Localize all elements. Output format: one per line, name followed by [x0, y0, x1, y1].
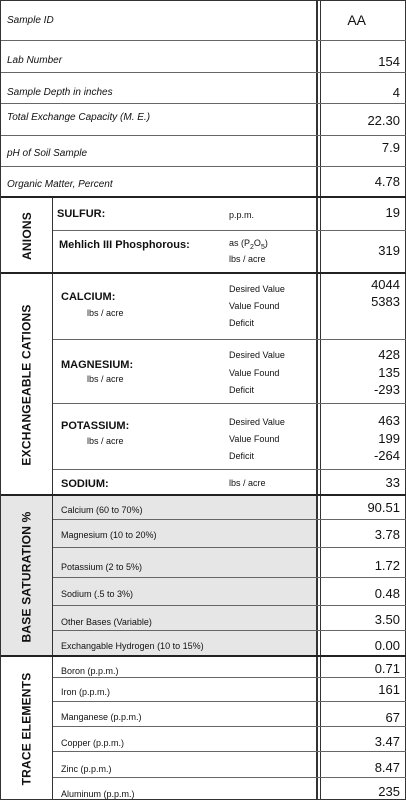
calcium-desired-label: Desired Value [229, 284, 285, 294]
sample-id-label: Sample ID [7, 15, 54, 26]
sample-depth-label: Sample Depth in inches [7, 87, 113, 98]
sulfur-value: 19 [385, 205, 400, 220]
sodium-row [1, 470, 406, 496]
ph-label: pH of Soil Sample [7, 148, 88, 159]
calcium-deficit-label: Deficit [229, 318, 255, 328]
sulfur-label: SULFUR: [57, 208, 106, 220]
calcium-found-value: 5383 [371, 294, 400, 309]
header-row [1, 1, 406, 41]
iron-label: Iron (p.p.m.) [61, 687, 111, 697]
base-hydrogen-value: 0.00 [374, 638, 400, 653]
sample-depth-value: 4 [392, 85, 400, 100]
cations-group-label-box [1, 274, 52, 496]
trace-row [53, 702, 406, 727]
trace-elements-group-label-box [1, 657, 52, 800]
potassium-desired-label: Desired Value [229, 417, 285, 427]
base-row [53, 548, 406, 578]
phosphorous-row [1, 231, 406, 274]
lab-number-value: 154 [378, 54, 400, 69]
info-row [1, 73, 406, 104]
base-magnesium-value: 3.78 [374, 527, 400, 542]
cations-group-label: EXCHANGEABLE CATIONS [19, 304, 34, 466]
calcium-found-label: Value Found [229, 301, 280, 311]
magnesium-block [53, 340, 406, 404]
base-row [53, 496, 406, 520]
boron-label: Boron (p.p.m.) [61, 666, 119, 676]
manganese-label: Manganese (p.p.m.) [61, 712, 142, 722]
info-row [1, 136, 406, 167]
base-potassium-label: Potassium (2 to 5%) [61, 562, 143, 572]
base-other-label: Other Bases (Variable) [61, 617, 152, 627]
potassium-label: POTASSIUM: [61, 420, 130, 432]
organic-matter-value: 4.78 [374, 174, 400, 189]
calcium-unit: lbs / acre [87, 308, 124, 318]
magnesium-deficit-value: -293 [373, 382, 400, 397]
phosphorous-label: Mehlich III Phosphorous: [59, 239, 190, 251]
copper-label: Copper (p.p.m.) [61, 738, 125, 748]
copper-value: 3.47 [374, 734, 400, 749]
base-calcium-label: Calcium (60 to 70%) [61, 505, 143, 515]
magnesium-desired-value: 428 [378, 347, 400, 362]
base-row [53, 520, 406, 548]
base-potassium-value: 1.72 [374, 558, 400, 573]
trace-row [53, 778, 406, 800]
calcium-desired-value: 4044 [371, 277, 400, 292]
base-saturation-group-label: BASE SATURATION % [19, 511, 34, 642]
sodium-label: SODIUM: [61, 478, 109, 490]
iron-value: 161 [378, 682, 400, 697]
potassium-found-value: 199 [378, 431, 400, 446]
sample-id-value: AA [347, 12, 366, 28]
potassium-deficit-label: Deficit [229, 451, 255, 461]
potassium-deficit-value: -264 [373, 448, 400, 463]
anions-group-label: ANIONS [19, 211, 34, 260]
base-calcium-value: 90.51 [367, 500, 400, 515]
phosphorous-unit2: lbs / acre [229, 254, 266, 264]
potassium-found-label: Value Found [229, 434, 280, 444]
base-other-value: 3.50 [374, 612, 400, 627]
magnesium-label: MAGNESIUM: [61, 359, 134, 371]
aluminum-label: Aluminum (p.p.m.) [61, 789, 135, 799]
info-row [1, 104, 406, 136]
manganese-value: 67 [385, 710, 400, 725]
trace-row [53, 678, 406, 702]
zinc-label: Zinc (p.p.m.) [61, 764, 112, 774]
ph-value: 7.9 [381, 140, 400, 155]
phosphorous-unit: as $(P_2O_5)$ [229, 238, 268, 251]
info-row [1, 167, 406, 198]
potassium-desired-value: 463 [378, 413, 400, 428]
tec-value: 22.30 [367, 113, 400, 128]
info-row [1, 41, 406, 73]
base-row [1, 631, 406, 657]
potassium-block [53, 404, 406, 470]
lab-number-label: Lab Number [7, 55, 63, 66]
tec-label: Total Exchange Capacity (M. E.) [7, 112, 151, 123]
aluminum-value: 235 [378, 784, 400, 799]
calcium-label: CALCIUM: [61, 291, 116, 303]
base-sodium-label: Sodium (.5 to 3%) [61, 589, 134, 599]
sulfur-unit: p.p.m. [229, 210, 255, 220]
sodium-value: 33 [385, 475, 400, 490]
trace-row [53, 657, 406, 678]
phosphorous-value: 319 [378, 243, 400, 258]
magnesium-found-value: 135 [378, 365, 400, 380]
base-row [53, 606, 406, 631]
magnesium-found-label: Value Found [229, 368, 280, 378]
sodium-unit: lbs / acre [229, 478, 266, 488]
boron-value: 0.71 [374, 661, 400, 676]
trace-elements-group-label: TRACE ELEMENTS [19, 672, 34, 786]
magnesium-desired-label: Desired Value [229, 350, 285, 360]
magnesium-unit: lbs / acre [87, 374, 124, 384]
sulfur-row [53, 198, 406, 231]
magnesium-deficit-label: Deficit [229, 385, 255, 395]
base-row [53, 578, 406, 606]
calcium-block [53, 274, 406, 340]
potassium-unit: lbs / acre [87, 436, 124, 446]
base-hydrogen-label: Exchangable Hydrogen (10 to 15%) [61, 641, 204, 651]
base-magnesium-label: Magnesium (10 to 20%) [61, 530, 157, 540]
organic-matter-label: Organic Matter, Percent [7, 179, 113, 190]
trace-row [53, 752, 406, 778]
base-sodium-value: 0.48 [374, 586, 400, 601]
trace-row [53, 727, 406, 752]
zinc-value: 8.47 [374, 760, 400, 775]
